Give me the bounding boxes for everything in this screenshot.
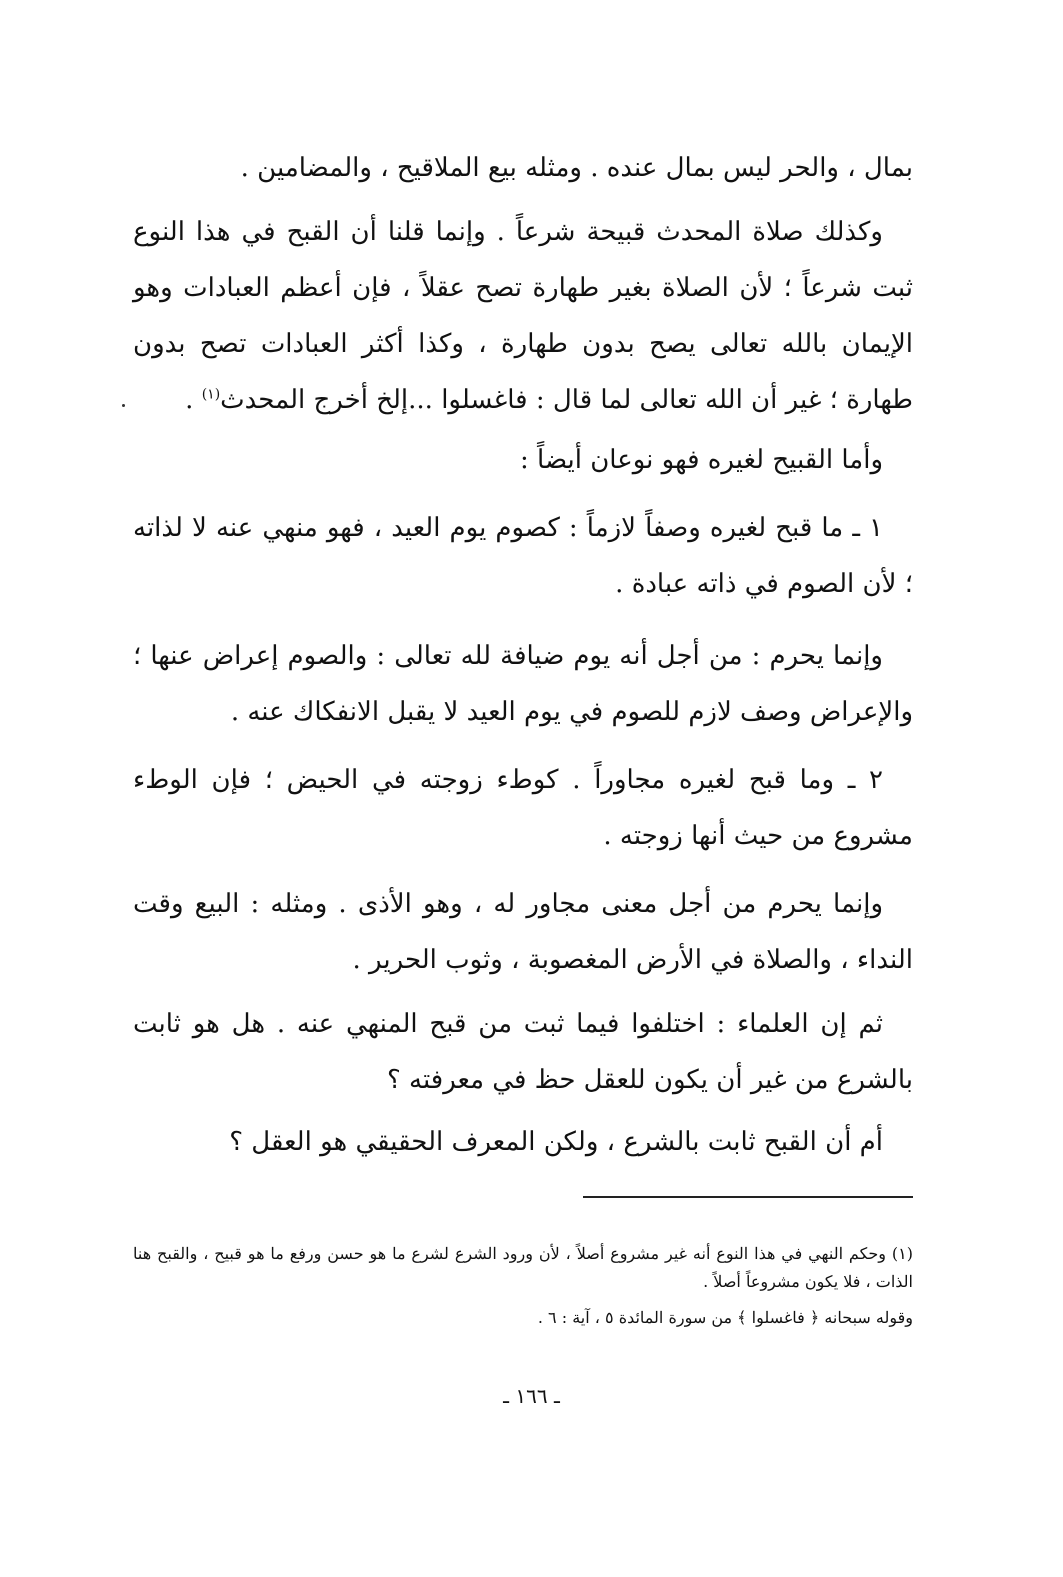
paragraph-body [133,204,913,428]
paragraph-6 [133,752,913,864]
paragraph-4 [133,500,913,612]
footnote-1: (١) وحكم النهي في هذا النوع أنه غير مشروع أصلاً ، لأن ورود الشرع لشرع ما هو حسن ورفع ما هو قبيح ، والقبح هنا الذات ، فلا يكون مشروعاً أصلاً . [133,1244,913,1291]
footnote-reference[interactable]: (١) [201,386,221,403]
paragraph-text: أم أن القبح ثابت بالشرع ، ولكن المعرف الحقيقي هو العقل ؟ [229,1127,883,1157]
footnote-2: وقوله سبحانه ﴿ فاغسلوا ﴾ من سورة المائدة ٥ ، آية : ٦ . [537,1308,913,1327]
paragraph-text: وإنما يحرم من أجل معنى مجاور له ، وهو الأذى . ومثله : البيع وقت النداء ، والصلاة في الأرض المغصوبة ، وثوب الحرير . [133,889,913,975]
page-number: ـ ١٦٦ ـ [503,1384,560,1408]
paragraph-text: وأما القبيح لغيره فهو نوعان أيضاً : [520,445,883,475]
stray-dot-mark [122,404,125,407]
footnote-separator [583,1196,913,1198]
paragraph-7 [133,876,913,988]
paragraph-8 [133,996,913,1108]
paragraph-text: وكذلك صلاة المحدث قبيحة شرعاً . وإنما قلنا أن القبح في هذا النوع ثبت شرعاً ؛ لأن الصلاة بغير طهارة تصح عقلاً ، فإن أعظم العبادات وهو الإيمان بالله تعالى يصح بدون طهارة ، وكذا أكثر العبادات تصح بدون طهارة ؛ غير أن الله تعالى لما قال : فاغسلوا ...إلخ أخرج المحدث [133,217,913,415]
paragraph-tail: . [185,385,194,415]
paragraph-text: ٢ ـ وما قبح لغيره مجاوراً . كوطء زوجته في الحيض ؛ فإن الوطء مشروع من حيث أنها زوجته . [133,765,913,851]
paragraph-3 [133,432,913,488]
paragraph-text: ١ ـ ما قبح لغيره وصفاً لازماً : كصوم يوم العيد ، فهو منهي عنه لا لذاته ؛ لأن الصوم في ذاته عبادة . [133,513,913,599]
paragraph-2 [133,204,913,428]
footnotes [133,1240,913,1332]
paragraph-5 [133,628,913,740]
paragraph-text: بمال ، والحر ليس بمال عنده . ومثله بيع الملاقيح ، والمضامين . [240,153,913,183]
paragraph-text: ثم إن العلماء : اختلفوا فيما ثبت من قبح المنهي عنه . هل هو ثابت بالشرع من غير أن يكون للعقل حظ في معرفته ؟ [133,1009,913,1095]
paragraph-1 [133,140,913,196]
paragraph-9 [133,1114,913,1170]
paragraph-text: وإنما يحرم : من أجل أنه يوم ضيافة لله تعالى : والصوم إعراض عنها ؛ والإعراض وصف لازم للصوم في يوم العيد لا يقبل الانفكاك عنه . [133,641,913,727]
